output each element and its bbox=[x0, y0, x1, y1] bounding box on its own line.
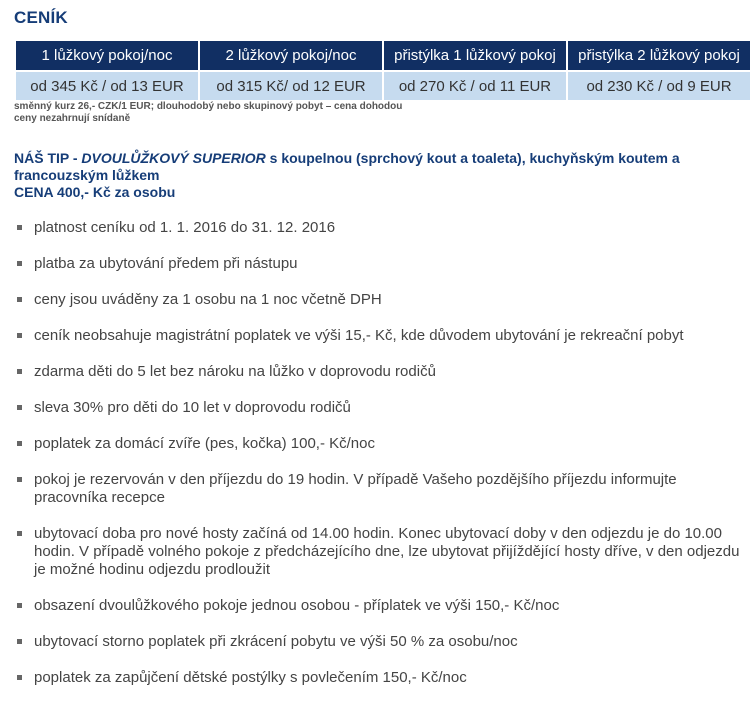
list-item bbox=[14, 363, 749, 381]
tip-description: s koupelnou (sprchový kout a toaleta), kuchyňským koutem a francouzským lůžkem bbox=[14, 150, 680, 183]
header-extra-bed-single: přistýlka 1 lůžkový pokoj bbox=[384, 41, 566, 70]
list-item-text: poplatek za domácí zvíře (pes, kočka) 100,- Kč/noc bbox=[34, 435, 375, 452]
list-item-text: sleva 30% pro děti do 10 let v doprovodu rodičů bbox=[34, 399, 351, 416]
bullet-icon bbox=[17, 225, 22, 230]
price-table-row bbox=[16, 72, 750, 100]
tip-price: CENA 400,- Kč za osobu bbox=[14, 184, 176, 200]
bullet-icon bbox=[17, 405, 22, 410]
list-item-text: obsazení dvoulůžkového pokoje jednou osobou - příplatek ve výši 150,- Kč/noc bbox=[34, 597, 560, 614]
list-item bbox=[14, 597, 749, 615]
header-extra-bed-double: přistýlka 2 lůžkový pokoj bbox=[568, 41, 750, 70]
list-item-text: poplatek za zapůjčení dětské postýlky s povlečením 150,- Kč/noc bbox=[34, 669, 467, 686]
list-item-text: platba za ubytování předem při nástupu bbox=[34, 255, 298, 272]
bullet-icon bbox=[17, 477, 22, 482]
page-title: CENÍK bbox=[14, 8, 68, 27]
price-table bbox=[14, 39, 752, 102]
tip-room-name: DVOULŮŽKOVÝ SUPERIOR bbox=[81, 150, 266, 166]
bullet-icon bbox=[17, 369, 22, 374]
list-item bbox=[14, 435, 749, 453]
list-item bbox=[14, 633, 749, 651]
bullet-icon bbox=[17, 297, 22, 302]
list-item bbox=[14, 669, 749, 687]
header-single-room: 1 lůžkový pokoj/noc bbox=[16, 41, 198, 70]
exchange-rate-note: směnný kurz 26,- CZK/1 EUR; dlouhodobý nebo skupinový pobyt – cena dohodou bbox=[14, 101, 403, 112]
list-item bbox=[14, 525, 749, 579]
bullet-icon bbox=[17, 333, 22, 338]
bullet-icon bbox=[17, 639, 22, 644]
price-double-room: od 315 Kč/ od 12 EUR bbox=[200, 72, 382, 100]
tip-block bbox=[14, 150, 739, 201]
price-single-room: od 345 Kč / od 13 EUR bbox=[16, 72, 198, 100]
list-item-text: ubytovací doba pro nové hosty začíná od 14.00 hodin. Konec ubytovací doby v den odjezdu je do 10.00 hodin. V případě volného pokoje z předcházejícího dne, lze ubytovat přijíždějící hosty dříve, v den odjezdu je možné hodinu odjezdu prodloužit bbox=[34, 525, 740, 578]
list-item-text: ubytovací storno poplatek při zkrácení pobytu ve výši 50 % za osobu/noc bbox=[34, 633, 518, 650]
bullet-icon bbox=[17, 675, 22, 680]
bullet-icon bbox=[17, 603, 22, 608]
bullet-icon bbox=[17, 441, 22, 446]
list-item bbox=[14, 471, 749, 507]
list-item-text: ceny jsou uváděny za 1 osobu na 1 noc včetně DPH bbox=[34, 291, 382, 308]
list-item-text: platnost ceníku od 1. 1. 2016 do 31. 12. 2016 bbox=[34, 219, 336, 236]
list-item-text: zdarma děti do 5 let bez nároku na lůžko v doprovodu rodičů bbox=[34, 363, 436, 380]
price-extra-bed-double: od 230 Kč / od 9 EUR bbox=[568, 72, 750, 100]
list-item bbox=[14, 219, 749, 237]
list-item bbox=[14, 327, 749, 345]
list-item bbox=[14, 291, 749, 309]
tip-prefix: NÁŠ TIP - bbox=[14, 150, 82, 166]
list-item bbox=[14, 255, 749, 273]
price-notes bbox=[14, 101, 402, 125]
breakfast-note: ceny nezahrnují snídaně bbox=[14, 113, 131, 124]
rules-list bbox=[14, 219, 749, 705]
list-item-text: pokoj je rezervován v den příjezdu do 19 hodin. V případě Vašeho pozdějšího příjezdu informujte pracovníka recepce bbox=[34, 471, 677, 506]
list-item bbox=[14, 399, 749, 417]
price-extra-bed-single: od 270 Kč / od 11 EUR bbox=[384, 72, 566, 100]
header-double-room: 2 lůžkový pokoj/noc bbox=[200, 41, 382, 70]
bullet-icon bbox=[17, 261, 22, 266]
list-item-text: ceník neobsahuje magistrátní poplatek ve výši 15,- Kč, kde důvodem ubytování je rekreační pobyt bbox=[34, 327, 684, 344]
price-table-header-row bbox=[16, 41, 750, 70]
bullet-icon bbox=[17, 531, 22, 536]
